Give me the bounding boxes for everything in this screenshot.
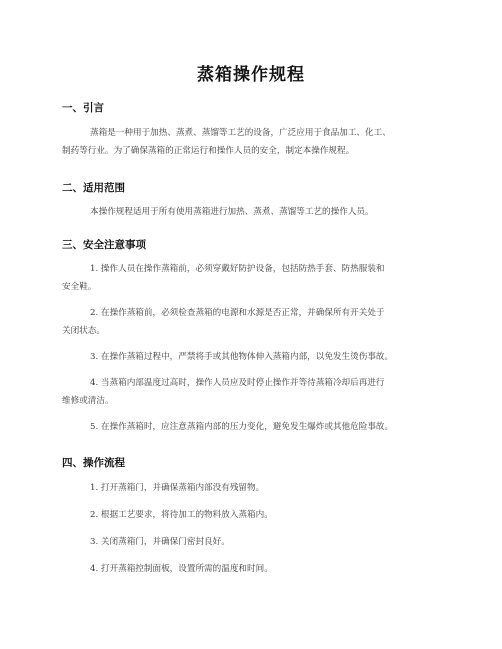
procedure-step-2 xyxy=(62,506,273,524)
list-item-line: 安全鞋。 xyxy=(62,282,97,292)
safety-item-1 xyxy=(62,260,385,296)
paragraph-line: 本操作规程适用于所有使用蒸箱进行加热、蒸煮、蒸馏等工艺的操作人员。 xyxy=(90,207,374,217)
paragraph-line: 制药等行业。为了确保蒸箱的正常运行和操作人员的安全，制定本操作规程。 xyxy=(62,146,355,156)
safety-item-3 xyxy=(62,348,393,366)
procedure-step-1 xyxy=(62,479,264,497)
list-item-line: 2. 在操作蒸箱前，必须检查蒸箱的电源和水源是否正常，并确保所有开关处于 xyxy=(90,308,385,318)
section-heading-procedure: 四、操作流程 xyxy=(62,457,125,469)
procedure-step-4 xyxy=(62,560,273,578)
list-item-line: 1. 打开蒸箱门，并确保蒸箱内部没有残留物。 xyxy=(90,483,265,493)
list-item-line: 5. 在操作蒸箱时，应注意蒸箱内部的压力变化，避免发生爆炸或其他危险事故。 xyxy=(90,422,394,432)
document-title: 蒸箱操作规程 xyxy=(197,65,305,85)
safety-item-2 xyxy=(62,304,385,340)
section-heading-scope: 二、适用范围 xyxy=(62,182,125,194)
procedure-step-3 xyxy=(62,533,230,551)
list-item-line: 2. 根据工艺要求，将待加工的物料放入蒸箱内。 xyxy=(90,510,273,520)
section-introduction-paragraph xyxy=(62,124,442,160)
section-heading-safety: 三、安全注意事项 xyxy=(62,239,146,251)
list-item-line: 维修或清洁。 xyxy=(62,396,114,406)
safety-item-4 xyxy=(62,374,385,410)
list-item-line: 3. 关闭蒸箱门，并确保门密封良好。 xyxy=(90,537,230,547)
list-item-line: 1. 操作人员在操作蒸箱前，必须穿戴好防护设备，包括防热手套、防热服装和 xyxy=(90,264,385,274)
paragraph-line: 蒸箱是一种用于加热、蒸煮、蒸馏等工艺的设备，广泛应用于食品加工、化工、 xyxy=(90,128,391,138)
safety-item-5 xyxy=(62,418,393,436)
list-item-line: 4. 打开蒸箱控制面板，设置所需的温度和时间。 xyxy=(90,564,273,574)
section-heading-introduction: 一、引言 xyxy=(62,102,104,114)
list-item-line: 关闭状态。 xyxy=(62,326,105,336)
list-item-line: 4. 当蒸箱内部温度过高时，操作人员应及时停止操作并等待蒸箱冷却后再进行 xyxy=(90,378,385,388)
section-scope-paragraph xyxy=(62,203,442,221)
list-item-line: 3. 在操作蒸箱过程中，严禁将手或其他物体伸入蒸箱内部，以免发生烫伤事故。 xyxy=(90,352,394,362)
